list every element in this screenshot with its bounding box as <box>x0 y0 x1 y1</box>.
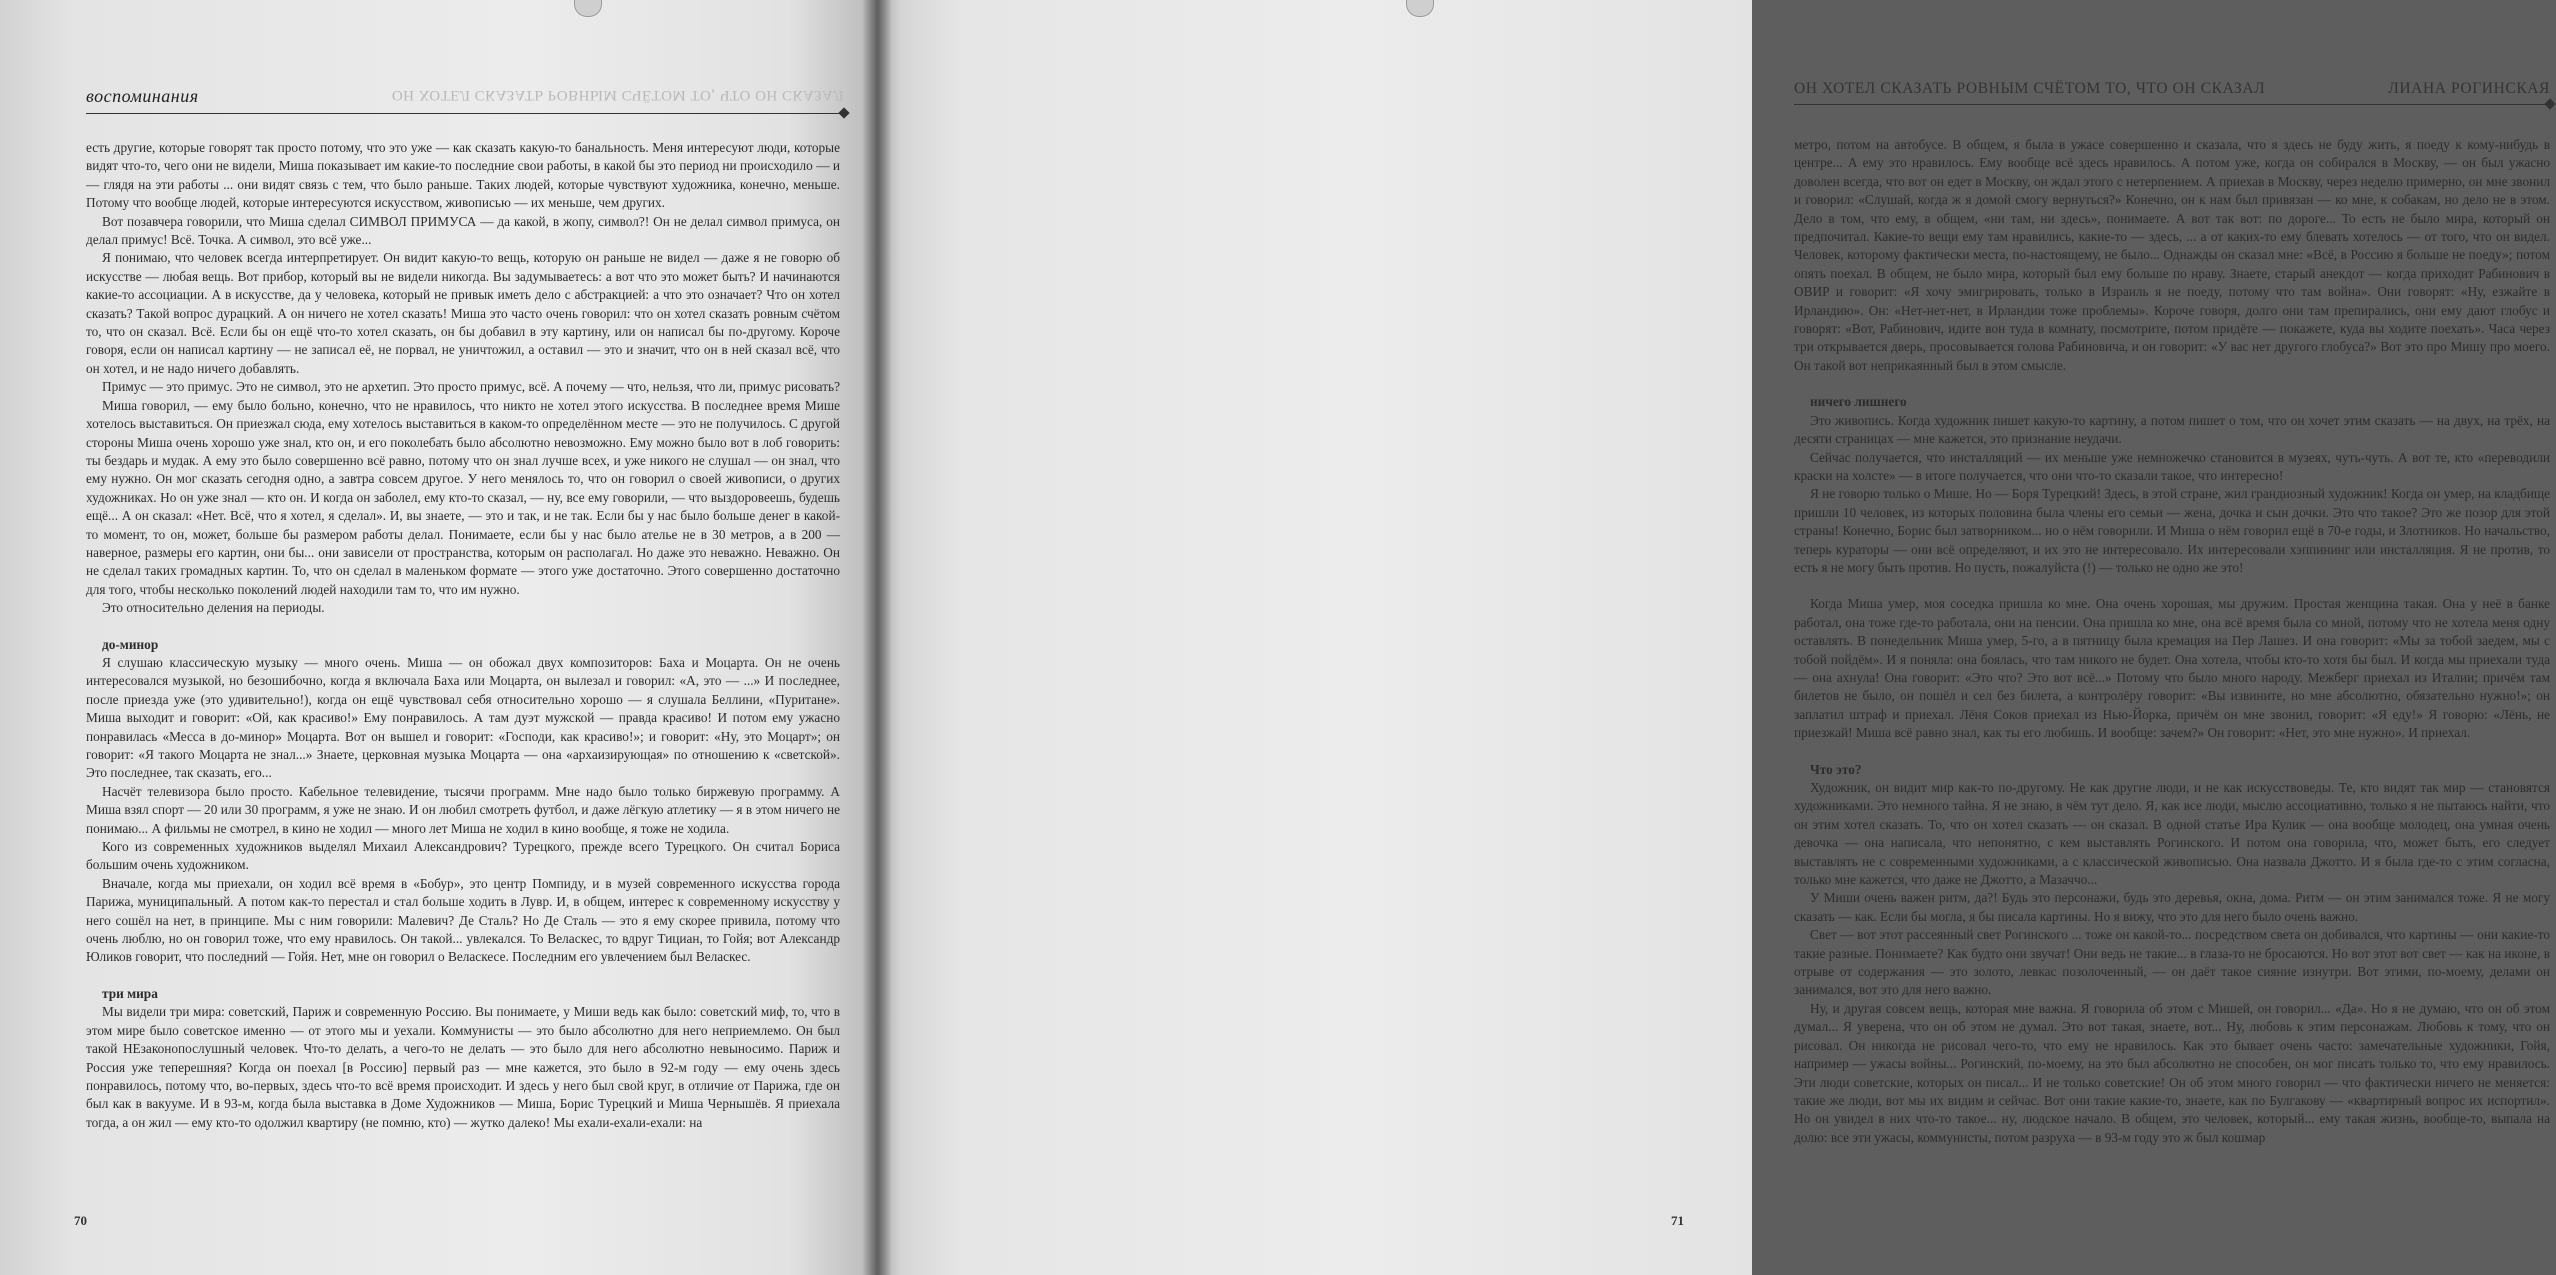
paragraph-gap <box>1794 577 2550 595</box>
body-paragraph: Вот позавчера говорили, что Миша сделал СИМВОЛ ПРИМУСА — да какой, в жопу, символ?! Он не делал символ примуса, он делал примус! Всё. Точка. А символ, это всё уже... <box>86 213 840 248</box>
body-paragraph: У Миши очень важен ритм, да?! Будь это персонажи, будь это деревья, окна, дома. Ритм — он этим занимался тоже. Я не могу сказать — как. Если бы могла, я бы писала картины. Но я вижу, что это для него было очень важно. <box>1794 890 2550 924</box>
subsection-heading: ничего лишнего <box>1810 394 1907 410</box>
body-paragraph: есть другие, которые говорят так просто потому, что это уже — как сказать какую-то банальность. Меня интересуют люди, которые видят что-то, чего они не видели, Миша показывает им какие-то последние свои работы, в какой бы это период ни происходило — и — глядя на эти работы ... они видят связь с тем, что было раньше. Таких людей, которые чувствуют художника, конечно, меньше. Потому что вообще людей, которые интересуются искусством, живописью — их меньше, чем других. <box>86 140 840 211</box>
right-running-header <box>1794 80 2550 105</box>
body-paragraph: Я слушаю классическую музыку — много очень. Миша — он обожал двух композиторов: Баха и Моцарта. Он не очень интересовался музыкой, но безошибочно, когда я включала Баха или Моцарта, он вылезал и говорил: «А, это — ...» И последнее, после приезда уже (это удивительно!), когда он ещё чувствовал себя относительно хорошо — я слушала Беллини, «Пуритане». Миша выходит и говорит: «Ой, как красиво!» Ему понравилось. А там дуэт мужской — правда красиво! И потом ему ужасно понравилась «Месса в до-минор» Моцарта. Вот он вышел и говорит: «Господи, как красиво!»; и говорит: «Ну, это Моцарт»; он говорит: «Я такого Моцарта не знал...» Знаете, церковная музыка Моцарта — она «архаизирующая» по отношению к «светской». Это последнее, так сказать, его... <box>86 654 840 781</box>
body-paragraph: Миша говорил, — ему было больно, конечно, что не нравилось, что никто не хотел этого искусства. В последнее время Мише хотелось выставиться. Он приезжал сюда, ему хотелось выставиться в каком-то определённом месте — это не получилось. С другой стороны Миша очень хорошо уже знал, кто он, и его поколебать было абсолютно невозможно. Ему можно было вот в лоб говорить: ты бездарь и мудак. А ему это было совершенно всё равно, потому что он знал лучше всех, и уже никого не слушал — он знал, что ему нужно. Он мог сказать сегодня одно, а завтра совсем другое. У него менялось то, что он говорил о своей живописи, о других художниках. Но он уже знал — кто он. И когда он заболел, ему кто-то сказал, — ну, все ему говорили, — что выздоровеешь, будешь ещё... А он сказал: «Нет. Всё, что я хотел, я сделал». И, вы знаете, — это и так, и не так. Если бы у нас было больше денег в какой-то момент, то он, может, больше бы размером работы делал. Понимаете, если бы у нас было ателье не в 30 метров, а в 200 — наверное, размеры его картин, они бы... они зависели от пространства, которым он располагал. Но даже это неважно. Неважно. Он не сделал таких громадных картин. То, что он сделал в маленьком формате — этого уже достаточно. Этого совершенно достаточно для того, чтобы несколько поколений людей находили там то, что им нужно. <box>86 397 840 597</box>
body-paragraph: Это живопись. Когда художник пишет какую-то картину, а потом пишет о том, что он хочет этим сказать — на двух, на трёх, на десяти страницах — мне кажется, это признание неудачи. <box>1794 412 2550 447</box>
left-running-header <box>86 86 844 114</box>
body-paragraph: Ну, и другая совсем вещь, которая мне важна. Я говорила об этом с Мишей, он говорил... «Да». Но я не думаю, что он об этом думал... Я уверена, что он об этом не думал. Это вот такая, знаете, вот... Ну, любовь к этим персонажам. Любовь к тому, что он рисовал. Он никогда не рисовал чего-то, что ему не нравилось. Как это бывает очень часто: замечательные художники, Гойя, например — ужасы войны... Рогинский, по-моему, на это был абсолютно не способен, он мог писать только то, что ему нравилось. Эти люди советские, которых он писал... И не только советские! Он об этом много говорил — что фактически ничего не меняется: такие же люди, вот мы их видим и сейчас. Вот они такие какие-то, знаете, как по Булгакову — «квартирный вопрос их испортил». Но он увидел в них что-то такое... ну, людское начало. В общем, это человек, который... ему такая жизнь, вообще-то, выпала на долю: все эти ужасы, коммунисты, потом разруха — в 93-м году это ж был кошмар <box>1794 1000 2550 1145</box>
body-paragraph: Насчёт телевизора было просто. Кабельное телевидение, тысячи программ. Мне надо было только биржевую программу. А Миша взял спорт — 20 или 30 программ, я уже не знаю. И он любил смотреть футбол, и даже лёгкую атлетику — я в этом ничего не понимаю... А фильмы не смотрел, в кино не ходил — много лет Миша не ходил в кино вообще, я тоже не ходила. <box>86 783 840 836</box>
subsection-heading: до-минор <box>102 636 159 652</box>
page-number-left: 70 <box>74 1213 87 1228</box>
page-number-right: 71 <box>1671 1213 1684 1228</box>
header-rule <box>1794 104 2550 105</box>
section-label: воспоминания <box>86 86 199 106</box>
author-name: ЛИАНА РОГИНСКАЯ <box>2388 80 2550 97</box>
right-page <box>876 0 2550 1275</box>
body-paragraph: Примус — это примус. Это не символ, это не архетип. Это просто примус, всё. А почему — что, нельзя, что ли, примус рисовать? <box>102 379 841 395</box>
body-paragraph: Это относительно деления на периоды. <box>102 600 325 616</box>
body-paragraph: Художник, он видит мир как-то по-другому. Не как другие люди, и не как искусствоведы. Те, кто видят так мир — становятся художниками. Это немного тайна. Я не знаю, в чём тут дело. Я, как все люди, мыслю ассоциативно, только я не пытаюсь найти, что он этим хотел сказать. То, что он хотел сказать — он сказал. В одной статье Ира Кулик — она вообще молодец, она умная очень девочка — она написала, что непонятно, с кем выставлять Рогинского. И потом она говорила, что, может быть, его следует выставлять не с современными художниками, а с классической живописью. Она назвала Джотто. И я была где-то с этим согласна, только мне кажется, что даже не Джотто, а Мазаччо... <box>1794 780 2550 888</box>
body-paragraph: Свет — вот этот рассеянный свет Рогинского ... тоже он какой-то... посредством света он добивался, что картины — они какие-то такие разные. Понимаете? Как будто они звучат! Они ведь не такие... в глаза-то не бросаются. Но вот этот вот свет — как на иконе, в отрыве от содержания — это золото, левкас позолоченный, — он даёт такое сияние изнутри. Вот этими, по-моему, делами он занимался, вот это для него важно. <box>1794 927 2550 998</box>
staple-mark <box>574 0 602 17</box>
left-body-text <box>86 139 840 1132</box>
body-paragraph: Я не говорю только о Мише. Но — Боря Турецкий! Здесь, в этой стране, жил грандиозный художник! Когда он умер, на кладбище пришли 10 человек, из которых половина была члены его семьи — жена, дочка и сын дочки. Это что такое? Это же позор для этой страны! Конечно, Борис был затворником... но о нём говорили. И Миша о нём говорил ещё в 70-е годы, и Злотников. Но начальство, теперь кураторы — они всё определяют, и их это не интересовало. Их интересовали хэппининг или инсталляция. Я не против, то есть я не могу быть против. Но пусть, пожалуйста (!) — только не одно же это! <box>1794 486 2550 575</box>
bleed-through-header: ОН ХОТЕЛ СКАЗАТЬ РОВНЫМ СЧЁТОМ ТО, ЧТО ОН СКАЗАЛ <box>391 87 844 103</box>
left-page <box>0 0 876 1275</box>
staple-mark <box>1406 0 1434 17</box>
body-paragraph: Я понимаю, что человек всегда интерпретирует. Он видит какую-то вещь, которую он раньше не видел — даже я не говорю об искусстве — любая вещь. Вот прибор, который вы не видели никогда. Вы задумываетесь: а вот что это может быть? И начинаются какие-то ассоциации. А в искусстве, да у человека, который не привык иметь дело с абстракцией: а что это означает? Что он хотел сказать? Такой вопрос дурацкий. А он ничего не хотел сказать! Миша это часто очень говорил: что он хотел сказать ровным счётом то, что он сказал. Всё. Если бы он ещё что-то хотел сказать, он бы добавил в эту картину, или он написал бы по-другому. Короче говоря, если он написал картину — не записал её, не порвал, не уничтожил, а оставил — это и значит, что он в ней сказал всё, что он хотел, и не надо ничего добавлять. <box>86 250 840 376</box>
article-title: ОН ХОТЕЛ СКАЗАТЬ РОВНЫМ СЧЁТОМ ТО, ЧТО ОН СКАЗАЛ <box>1794 80 2266 97</box>
body-paragraph: Кого из современных художников выделял Михаил Александрович? Турецкого, прежде всего Турецкого. Он считал Бориса большим очень художником. <box>86 839 840 873</box>
subsection-heading: три мира <box>102 985 158 1001</box>
body-paragraph: метро, потом на автобусе. В общем, я была в ужасе совершенно и сказала, что я здесь не буду жить, я поеду к кому-нибудь в центре... А ему это нравилось. Ему вообще всё здесь нравилось. А потом уже, когда он собирался в Москву, — он был ужасно доволен всегда, что вот он едет в Москву, он ждал этого с нетерпением. А приехав в Москву, через неделю примерно, он мне звонил и говорил: «Слушай, когда ж я домой смогу вернуться?» Конечно, он к нам был привязан — ко мне, к собакам, но дело не в этом. Дело в том, что ему, в общем, «ни там, ни здесь», понимаете. А вот так вот: по дороге... То есть не было мира, который он предпочитал. Какие-то вещи ему там нравились, какие-то — здесь, ... а от каких-то ему блевать хотелось — от того, что он видел. Человек, которому фактически места, по-настоящему, не было... Однажды он сказал мне: «Всё, в Россию я больше не поеду»; потом опять поехал. В общем, не было мира, который был ему больше по нраву. Знаете, старый анекдот — когда приходит Рабинович в ОВИР и говорит: «Я хочу эмигрировать, только в Израиль я не поеду, потому что там война». Они говорят: «Ну, езжайте в Ирландию». Он: «Нет-нет-нет, в Ирландии тоже проблемы». Короче говоря, долго они там препирались, они ему дают глобус и говорят: «Вот, Рабинович, идите вон туда в комнату, посмотрите, потом придёте — покажете, куда вы ходите поехать». Часа через три открывается дверь, просовывается голова Рабиновича, и он говорит: «У вас нет другого глобуса?» Вот это про Мишу про моего. Он такой вот неприкаянный был в этом смысле. <box>1794 137 2550 373</box>
right-body-text <box>1794 136 2550 1147</box>
body-paragraph: Сейчас получается, что инсталляций — их меньше уже немножечко становится в музеях, чуть-чуть. А вот те, кто «переводили краски на холсте» — в итоге получается, что они что-то сказали такое, что интересно! <box>1794 449 2550 483</box>
header-rule <box>86 113 844 114</box>
body-paragraph: Когда Миша умер, моя соседка пришла ко мне. Она очень хорошая, мы дружим. Простая женщина такая. Она у неё в банке работал, она тоже где-то работала, они на пенсии. Она пришла ко мне, она всё время была со мной, потому что не хотела меня одну оставлять. В понедельник Миша умер, 5-го, а в пятницу была кремация на Пер Лашез. И она говорит: «Мы за тобой заедем, мы с тобой пойдём». И я поняла: она боялась, что там никого не будет. Она хотела, чтобы кто-то хотя бы был. И когда мы приехали туда — она ахнула! Она говорит: «Это что? Это вот всё...» Потому что было много народу. Межберг приехал из Италии; причём там билетов не было, он пошёл и сел без билета, а контролёру говорит: «Вы извините, но мне абсолютно, обязательно нужно!»; он заплатил штраф и приехал. Лёня Соков приехал из Нью-Йорка, причём он мне звонил, говорит: «Я еду!» Я говорю: «Лёнь, не приезжай! Миша всё равно знал, как ты его любишь. И вообще: зачем?» Он говорит: «Нет, это мне нужно». И приехал. <box>1794 596 2550 741</box>
body-paragraph: Мы видели три мира: советский, Париж и современную Россию. Вы понимаете, у Миши ведь как было: советский миф, то, что в этом мире было советское именно — от этого мы и уехали. Коммунисты — это было абсолютно для него неприемлемо. Он был такой НЕзаконопослушный человек. Что-то делать, а чего-то не делать — это было для него абсолютно невыносимо. Париж и Россия уже теперешняя? Когда он поехал [в Россию] первый раз — мне кажется, это было в 92-м году — ему очень здесь понравилось, потому что, во-первых, здесь что-то всё время происходит. И здесь у него был свой круг, в отличие от Парижа, где он был как в вакууме. И в 93-м, когда была выставка в Доме Художников — Миша, Борис Турецкий и Миша Чернышёв. Я приехала тогда, а он жил — ему кто-то одолжил квартиру (не помню, кто) — жутко далеко! Мы ехали-ехали-ехали: на <box>86 1004 840 1130</box>
subsection-heading: Что это? <box>1810 761 1862 777</box>
body-paragraph: Вначале, когда мы приехали, он ходил всё время в «Бобур», это центр Помпиду, и в музей современного искусства города Парижа, муниципальный. А потом как-то перестал и стал больше ходить в Лувр. И, в общем, интерес к современному искусству у него сошёл на нет, в принципе. Мы с ним говорили: Малевич? Де Сталь? Но Де Сталь — это я ему скорее привила, потому что очень люблю, но он говорил тоже, что ему нравилось. Он такой... увлекался. То Веласкес, то вдруг Тициан, то Гойя; вот Александр Юликов говорит, что последний — Гойя. Нет, мне он говорил о Веласкесе. Последним его увлечением был Веласкес. <box>86 875 840 965</box>
